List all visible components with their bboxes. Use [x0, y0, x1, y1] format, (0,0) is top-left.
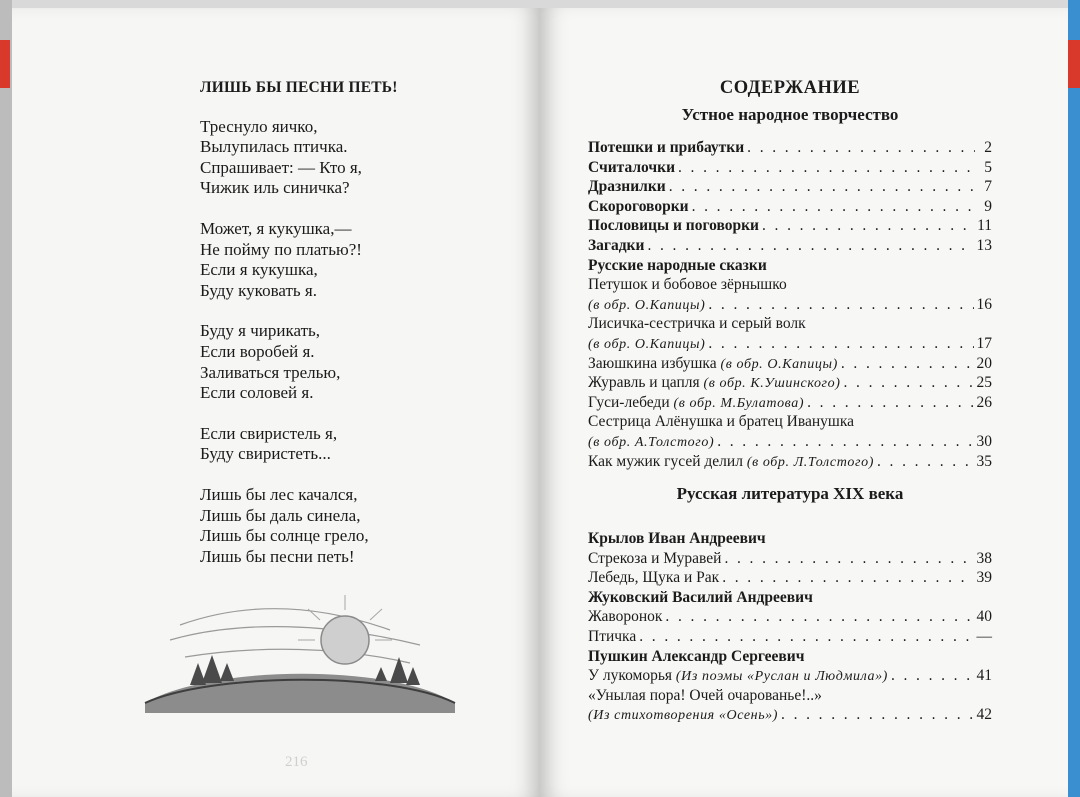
toc-entry[interactable] — [588, 666, 992, 686]
toc-leader-dots — [678, 158, 975, 178]
toc-entry-page: 38 — [976, 549, 992, 567]
toc-leader-dots — [647, 236, 973, 256]
toc-leader-dots — [692, 197, 975, 217]
toc-entry-title: Стрекоза и Муравей — [588, 549, 722, 567]
poem — [200, 78, 500, 567]
toc-entry-page: 16 — [976, 295, 992, 313]
toc-entry-page: 25 — [976, 374, 992, 392]
book-edge-left — [0, 0, 12, 797]
toc-entry-page: 11 — [977, 217, 992, 235]
toc-entry[interactable] — [588, 197, 992, 217]
toc-entry[interactable] — [588, 607, 992, 627]
book-edge-right — [1068, 0, 1080, 797]
poem-stanza — [200, 219, 500, 301]
toc-leader-dots — [747, 138, 975, 158]
poem-line: Буду свиристеть... — [200, 444, 331, 464]
toc-entry-note: (в обр. О.Капицы) — [720, 356, 838, 372]
toc-entry-title: Жаворонок — [588, 608, 663, 626]
toc-entry-page: 39 — [976, 569, 992, 587]
toc-leader-dots — [708, 334, 973, 354]
poem-line: Лишь бы солнце грело, — [200, 526, 369, 546]
poem-stanza — [200, 485, 500, 567]
poem-line: Если свиристель я, — [200, 423, 338, 443]
toc-entry-note: (в обр. О.Капицы) — [588, 336, 706, 352]
toc-author: Жуковский Василий Андреевич — [588, 588, 813, 606]
sunrise-illustration — [140, 585, 460, 720]
poem-line: Буду куковать я. — [200, 280, 317, 300]
toc-leader-dots — [708, 295, 973, 315]
toc-entry-page: 20 — [976, 354, 992, 372]
toc-section-heading: Русская литература XIX века — [676, 484, 904, 504]
toc-entry-note: (Из поэмы «Руслан и Людмила») — [675, 669, 888, 685]
toc-entry-title: У лукоморья — [588, 667, 673, 685]
toc-leader-dots — [762, 216, 974, 236]
toc-leader-dots — [669, 177, 975, 197]
toc-entry-title[interactable]: Лисичка-сестричка и серый волк — [588, 315, 806, 333]
toc-entry[interactable] — [588, 627, 992, 647]
toc-entry-page: 17 — [976, 334, 992, 352]
toc-leader-dots — [891, 666, 974, 686]
toc-entry-title: Пословицы и поговорки — [588, 217, 759, 235]
toc-entry-note: (в обр. К.Ушинского) — [703, 376, 841, 392]
toc-entry-page: 40 — [976, 608, 992, 626]
poem-line: Треснуло яичко, — [200, 116, 318, 136]
poem-line: Заливаться трелью, — [200, 362, 341, 382]
toc-entry-title[interactable]: Петушок и бобовое зёрнышко — [588, 276, 787, 294]
toc-entry-page: 35 — [976, 452, 992, 470]
toc-entry-title: Лебедь, Щука и Рак — [588, 569, 720, 587]
toc-entry-page: 26 — [976, 393, 992, 411]
toc-entry-page: 42 — [976, 706, 992, 724]
poem-line: Не пойму по платью?! — [200, 239, 362, 259]
poem-line: Лишь бы даль синела, — [200, 505, 361, 525]
toc-entry-page: 5 — [984, 158, 992, 176]
toc-entry-note: (в обр. О.Капицы) — [588, 297, 706, 313]
toc-leader-dots — [717, 432, 973, 452]
toc-entry[interactable] — [588, 295, 992, 315]
toc-entry-title: Заюшкина избушка — [588, 354, 717, 372]
toc-subheading: Русские народные сказки — [588, 256, 767, 274]
toc-entry-note: (в обр. Л.Толстого) — [746, 454, 874, 470]
toc-entry-page: 13 — [976, 236, 992, 254]
toc-leader-dots — [877, 452, 974, 472]
toc-entry-title: Дразнилки — [588, 178, 666, 196]
toc-title: СОДЕРЖАНИЕ — [719, 78, 861, 98]
poem-stanza — [200, 424, 500, 465]
toc-entry[interactable] — [588, 452, 992, 472]
toc-entry-page: 7 — [984, 178, 992, 196]
toc-entry-note: (в обр. А.Толстого) — [588, 434, 715, 450]
toc-author: Пушкин Александр Сергеевич — [588, 647, 805, 665]
poem-line: Если воробей я. — [200, 341, 315, 361]
toc-leader-dots — [843, 373, 973, 393]
poem-line: Чижик иль синичка? — [200, 178, 350, 198]
toc-leader-dots — [841, 354, 974, 374]
toc-entry[interactable] — [588, 373, 992, 393]
bookmark-tab-right — [1068, 40, 1080, 88]
toc-entry[interactable] — [588, 354, 992, 374]
toc-entry-note: (Из стихотворения «Осень») — [588, 708, 779, 724]
toc-leader-dots — [781, 705, 973, 725]
toc-entry-title: Журавль и цапля — [588, 374, 700, 392]
toc-entry-page: — — [976, 628, 992, 646]
poem-line: Спрашивает: — Кто я, — [200, 157, 362, 177]
toc-entry-page: 30 — [976, 432, 992, 450]
poem-line: Если соловей я. — [200, 383, 314, 403]
toc-entry-note: (в обр. М.Булатова) — [673, 395, 805, 411]
toc-entry[interactable] — [588, 393, 992, 413]
poem-line: Если я кукушка, — [200, 260, 318, 280]
toc-entry[interactable] — [588, 158, 992, 178]
poem-stanza — [200, 321, 500, 403]
toc-entry-title[interactable]: Сестрица Алёнушка и братец Иванушка — [588, 413, 855, 431]
toc-entry[interactable] — [588, 705, 992, 725]
toc-entry-title: Потешки и прибаутки — [588, 139, 745, 156]
toc-entry-title: Птичка — [588, 628, 637, 646]
toc-author: Крылов Иван Андреевич — [588, 530, 766, 548]
poem-stanza — [200, 117, 500, 199]
poem-line: Лишь бы лес качался, — [200, 484, 358, 504]
toc-leader-dots — [639, 627, 973, 647]
toc-entry-page: 2 — [984, 139, 992, 156]
toc-entry[interactable] — [588, 177, 992, 197]
table-of-contents — [588, 74, 992, 725]
toc-entry-title: Загадки — [588, 236, 645, 254]
toc-leader-dots — [724, 549, 973, 569]
toc-leader-dots — [807, 393, 973, 413]
toc-leader-dots — [665, 607, 973, 627]
toc-entry[interactable] — [588, 549, 992, 569]
toc-entry[interactable] — [588, 334, 992, 354]
toc-entry[interactable] — [588, 216, 992, 236]
poem-title: ЛИШЬ БЫ ПЕСНИ ПЕТЬ! — [200, 79, 398, 96]
toc-entry-title: Гуси-лебеди — [588, 393, 670, 411]
page-number: 216 — [285, 754, 308, 770]
poem-line: Лишь бы песни петь! — [200, 546, 355, 566]
toc-entry[interactable] — [588, 568, 992, 588]
toc-leader-dots — [722, 568, 973, 588]
poem-line: Может, я кукушка,— — [200, 218, 352, 238]
poem-line: Буду я чирикать, — [200, 321, 321, 341]
toc-entry-title[interactable]: «Унылая пора! Очей очарованье!..» — [588, 686, 822, 704]
toc-entry-title: Скороговорки — [588, 197, 689, 215]
toc-entry[interactable] — [588, 432, 992, 452]
poem-line: Вылупилась птичка. — [200, 137, 348, 157]
toc-entry-title: Считалочки — [588, 158, 675, 176]
toc-section-heading: Устное народное творчество — [681, 105, 899, 124]
toc-entry[interactable] — [588, 138, 992, 158]
bookmark-tab-left — [0, 40, 10, 88]
toc-entry-title: Как мужик гусей делил — [588, 452, 743, 470]
toc-entry-page: 9 — [984, 197, 992, 215]
toc-entry-page: 41 — [976, 667, 992, 685]
toc-entry[interactable] — [588, 236, 992, 256]
